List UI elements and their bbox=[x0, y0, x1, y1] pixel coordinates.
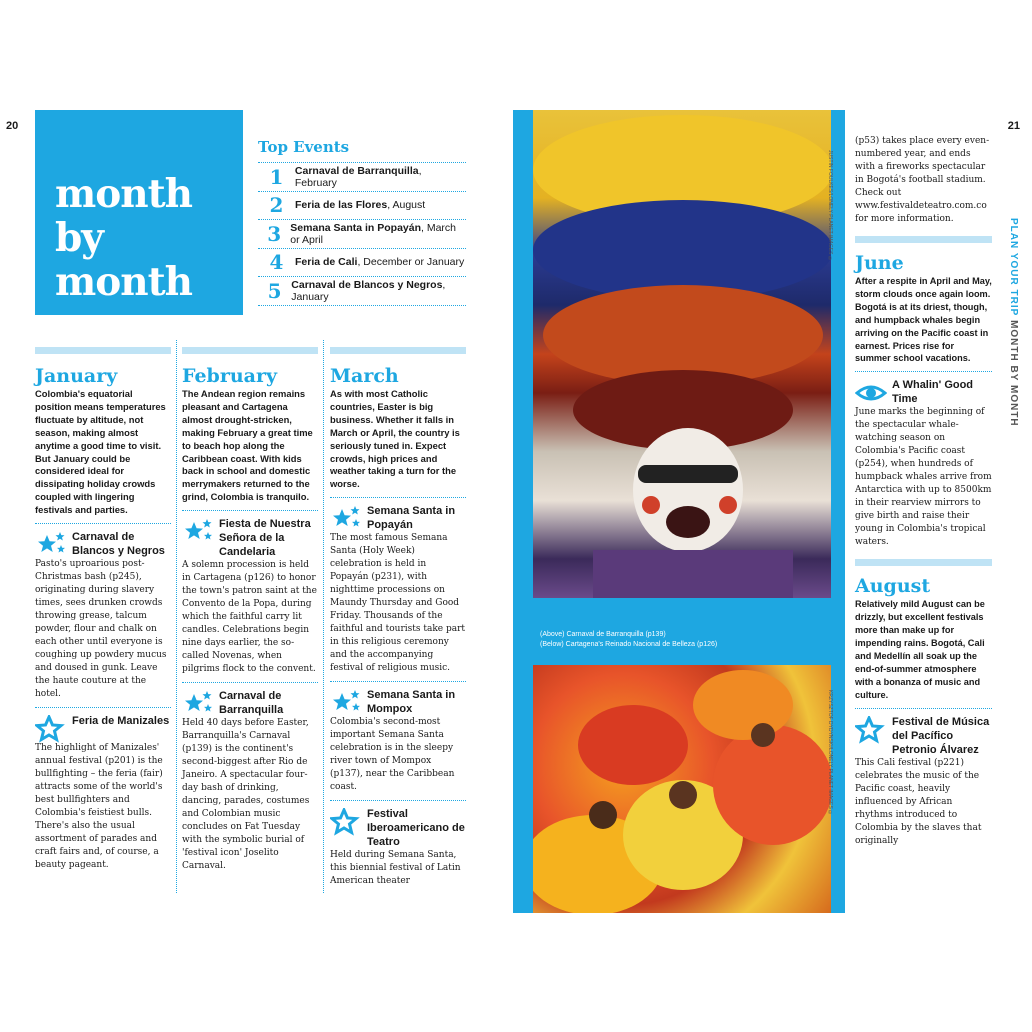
top-event-name: Carnaval de Blancos y Negros bbox=[291, 278, 443, 291]
continued-text: (p53) takes place every even-numbered year, and ends with a fireworks spectacular in Bogotá's football stadium. Check out www.festivaldeteatro.com.co for more information. bbox=[855, 136, 990, 224]
left-page-number: 20 bbox=[6, 120, 19, 132]
top-event-name: Feria de Cali bbox=[295, 256, 358, 269]
top-event-when: , December or January bbox=[357, 256, 465, 269]
month-heading: August bbox=[855, 575, 931, 598]
photo-credit-top: JUSTIN FOULKES/LONELY PLANET IMAGES © bbox=[827, 150, 833, 262]
section-side-label bbox=[1008, 218, 1019, 427]
month-bar bbox=[855, 236, 992, 243]
event-body: This Cali festival (p221) celebrates the music of the Pacific coast, heavily influenced by African rhythms introduced to Colombia by the slaves that originally bbox=[855, 757, 982, 846]
top-event-number: 2 bbox=[269, 193, 284, 218]
top-event-number: 1 bbox=[269, 164, 284, 189]
top-event-item bbox=[258, 163, 466, 192]
stars-icon bbox=[330, 505, 362, 533]
star-icon bbox=[330, 808, 362, 836]
top-event-name: Carnaval de Barranquilla bbox=[294, 164, 419, 177]
event-title: Feria de Manizales bbox=[72, 715, 170, 728]
dancers-illustration bbox=[533, 665, 831, 913]
eye-icon bbox=[855, 379, 887, 407]
event-entry bbox=[35, 523, 171, 701]
event-body: Colombia's second-most important Semana Santa celebration is in the sleepy river town of Mompox (p137), near the Caribbean coast. bbox=[330, 717, 455, 793]
event-title: Semana Santa in Mompox bbox=[367, 689, 456, 716]
event-entry bbox=[855, 371, 992, 549]
stars-icon bbox=[182, 690, 214, 718]
event-title: Semana Santa in Popayán bbox=[367, 505, 456, 532]
event-entry bbox=[855, 708, 992, 848]
top-event-when: , August bbox=[387, 199, 426, 212]
event-entry bbox=[35, 707, 171, 872]
month-intro: Relatively mild August can be drizzly, but excellent festivals more than make up for impending rains. Bogotá, Cali and Medellín all soak up the end-of-summer atmosphere with a bonanza of music and culture. bbox=[855, 599, 985, 700]
beauty-pageant-photo bbox=[533, 665, 831, 913]
top-event-number: 4 bbox=[269, 250, 284, 275]
event-body: Pasto's uproarious post-Christmas bash (p245), originating during slavery times, sees drunken crowds throwing grease, talcum powder, flour and chalk on each other until everyone is coughing up powdery mucus and doused in gunk. Leave the haute couture at the hotel. bbox=[35, 559, 167, 700]
event-entry bbox=[330, 800, 466, 888]
month-column-january bbox=[35, 347, 171, 878]
month-heading: June bbox=[855, 252, 904, 274]
event-body: Held 40 days before Easter, Barranquilla's Carnaval (p139) is the continent's second-biggest after Rio de Janeiro. A spectacular four-day bash of drinking, dancing, parades, costumes and Colombian music concludes on Fat Tuesday with the symbolic burial of 'festival icon' Joselito Carnaval. bbox=[182, 718, 310, 872]
event-entry bbox=[182, 510, 318, 676]
event-title: Fiesta de Nuestra Señora de la Candelaria bbox=[219, 518, 311, 559]
side-label-rest: MONTH BY MONTH bbox=[1008, 320, 1019, 427]
month-bar bbox=[330, 347, 466, 354]
stars-icon bbox=[35, 531, 67, 559]
event-title: Carnaval de Blancos y Negros bbox=[72, 531, 165, 558]
stars-icon bbox=[330, 689, 362, 717]
top-events-list bbox=[258, 138, 466, 306]
month-heading: February bbox=[182, 365, 278, 387]
right-page-number: 21 bbox=[1007, 120, 1020, 132]
month-intro: Colombia's equatorial position means temperatures fluctuate by altitude, not season, making almost anytime a good time to visit. But January could be considered ideal for dissipating holiday crowds coupled with lingering festivals and parties. bbox=[35, 388, 166, 516]
event-body: The highlight of Manizales' annual festival (p201) is the bullfighting – the feria (fair) attracts some of the world's best bullfighters and Colombia's feistiest bulls. There's also the usual assortment of parades and craft fairs and, of course, a beauty pageant. bbox=[35, 743, 163, 871]
event-body: Held during Semana Santa, this biennial festival of Latin American theater bbox=[330, 850, 461, 887]
photo-credit-bottom: KRZYSZTOF DYDYNSKI/LONELY PLANET IMAGES © bbox=[827, 690, 833, 817]
right-text-column bbox=[855, 135, 992, 854]
chapter-title-line: month bbox=[55, 259, 193, 305]
event-body: A solemn procession is held in Cartagena (p126) to honor the town's patron saint at the Convento de la Popa, during which the faithful carry lit candles. Celebrations begin nine days earlier, the so-called Novenas, when pilgrims flock to the convent. bbox=[182, 560, 317, 675]
top-event-name: Semana Santa in Popayán bbox=[290, 221, 422, 234]
column-divider bbox=[176, 340, 177, 893]
top-event-number: 3 bbox=[267, 221, 282, 246]
column-divider bbox=[323, 340, 324, 893]
top-events-heading: Top Events bbox=[258, 138, 466, 163]
month-intro: As with most Catholic countries, Easter is big business. Whether it falls in March or April, the country is seriously tuned in. Expect crowds, high prices and weather taking a turn for the worse. bbox=[330, 388, 460, 490]
event-entry bbox=[182, 682, 318, 873]
month-bar bbox=[855, 559, 992, 566]
chapter-title-line: month bbox=[55, 171, 193, 217]
top-event-name: Feria de las Flores bbox=[295, 199, 388, 212]
photo-captions bbox=[540, 630, 717, 650]
carnaval-dancer-illustration bbox=[533, 110, 831, 598]
caption-above: (Above) Carnaval de Barranquilla (p139) bbox=[540, 631, 666, 638]
event-entry bbox=[330, 681, 466, 794]
month-column-march bbox=[330, 347, 466, 894]
month-intro: After a respite in April and May, storm clouds once again loom. Bogotá is at its driest, though, and humpback whales begin arriving on the Pacific coast in earnest. Prices rise for summer school vacations. bbox=[855, 276, 992, 364]
event-title: Festival Iberoamericano de Teatro bbox=[367, 808, 465, 849]
top-event-item bbox=[258, 192, 466, 221]
chapter-title-line: by bbox=[55, 215, 103, 261]
star-icon bbox=[855, 716, 887, 744]
event-title: Carnaval de Barranquilla bbox=[219, 690, 284, 717]
stars-icon bbox=[182, 518, 214, 546]
event-body: June marks the beginning of the spectacular whale-watching season on Colombia's Pacific coast (p254), when hundreds of humpback whales arrive from Antarctica with up to 8500km in their rearview mirrors to give birth and raise their young in Colombia's tropical waters. bbox=[855, 407, 992, 548]
caption-below: (Below) Cartagena's Reinado Nacional de Belleza (p126) bbox=[540, 641, 718, 648]
event-title: A Whalin' Good Time bbox=[892, 379, 974, 406]
top-event-when: , January bbox=[291, 278, 446, 303]
top-event-when: , February bbox=[294, 164, 422, 189]
event-title: Festival de Música del Pacífico Petronio Álvarez bbox=[892, 715, 990, 756]
event-entry bbox=[330, 497, 466, 675]
event-body: The most famous Semana Santa (Holy Week) celebration is held in Popayán (p231), with nighttime processions on Maundy Thursday and Good Friday. Thousands of the faithful and tourists take part in this religious ceremony and the accompanying festival of religious music. bbox=[330, 533, 466, 674]
top-event-number: 5 bbox=[267, 278, 282, 303]
chapter-title-box bbox=[35, 110, 243, 315]
month-heading: March bbox=[330, 365, 399, 387]
month-heading: January bbox=[35, 365, 118, 387]
top-event-item bbox=[258, 249, 466, 278]
side-label-accent: PLAN YOUR TRIP bbox=[1008, 218, 1019, 317]
top-event-item bbox=[258, 277, 466, 306]
month-bar bbox=[182, 347, 318, 354]
carnaval-photo bbox=[533, 110, 831, 598]
top-event-item bbox=[258, 220, 466, 249]
month-column-february bbox=[182, 347, 318, 879]
star-icon bbox=[35, 715, 67, 743]
month-intro: The Andean region remains pleasant and Cartagena almost drought-stricken, making February a great time to beach hop along the Caribbean coast. With kids back in school and domestic merrymakers returned to the grind, Colombia is tranquilo. bbox=[182, 388, 313, 503]
month-bar bbox=[35, 347, 171, 354]
top-event-when: , March or April bbox=[290, 221, 457, 246]
